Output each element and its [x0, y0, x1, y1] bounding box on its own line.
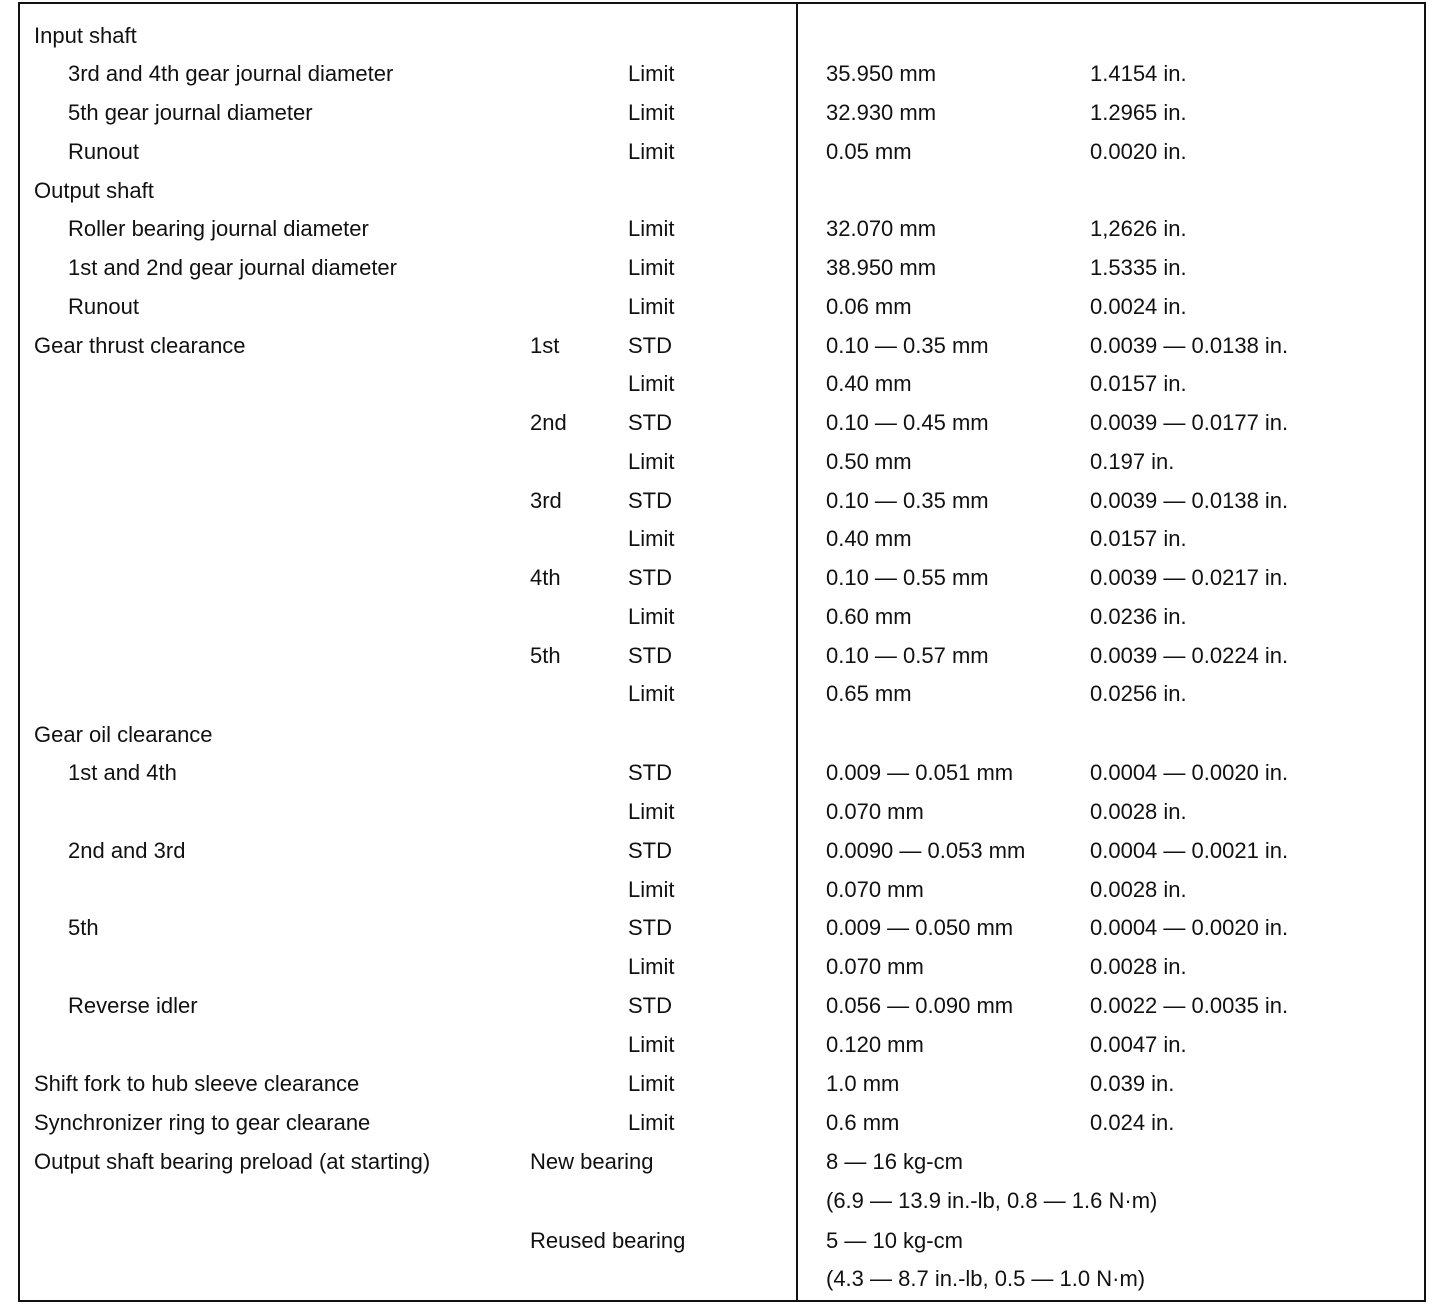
- row-metric-value: 0.10 — 0.35 mm: [826, 488, 989, 513]
- table-row: [0, 989, 1456, 1023]
- row-imperial-value: 1.5335 in.: [1090, 255, 1187, 280]
- row-imperial-value: 0.0024 in.: [1090, 294, 1187, 319]
- row-spec-type: STD: [628, 760, 672, 785]
- row-metric-value: 0.10 — 0.35 mm: [826, 333, 989, 358]
- table-row: [0, 911, 1456, 945]
- row-spec-type: Limit: [628, 1032, 675, 1057]
- row-metric-value: 0.60 mm: [826, 604, 912, 629]
- row-imperial-value: 0.039 in.: [1090, 1071, 1175, 1096]
- row-spec-type: Limit: [628, 877, 675, 902]
- row-imperial-value: 0.0004 — 0.0020 in.: [1090, 915, 1289, 940]
- row-metric-value: 0.05 mm: [826, 139, 912, 164]
- row-label: Output shaft bearing preload (at starting): [34, 1149, 431, 1174]
- row-spec-type: Limit: [628, 954, 675, 979]
- table-row: [0, 212, 1456, 246]
- table-row: [0, 290, 1456, 324]
- row-imperial-value: 0.0039 — 0.0177 in.: [1090, 410, 1289, 435]
- table-row: [0, 1262, 1456, 1296]
- row-metric-value: 0.65 mm: [826, 681, 912, 706]
- row-imperial-value: 0.0039 — 0.0224 in.: [1090, 643, 1289, 668]
- row-spec-type: Limit: [628, 681, 675, 706]
- table-row: [0, 756, 1456, 790]
- row-spec-type: Limit: [628, 216, 675, 241]
- row-spec-type: Limit: [628, 526, 675, 551]
- row-metric-value: 0.40 mm: [826, 526, 912, 551]
- row-label: 3rd and 4th gear journal diameter: [68, 61, 394, 86]
- row-metric-value: 0.10 — 0.57 mm: [826, 643, 989, 668]
- table-row: [0, 522, 1456, 556]
- row-label: Runout: [68, 294, 139, 319]
- row-qualifier: 2nd: [530, 410, 567, 435]
- table-row: [0, 873, 1456, 907]
- row-spec-type: Limit: [628, 604, 675, 629]
- row-spec-type: Limit: [628, 100, 675, 125]
- row-spec-type: Limit: [628, 139, 675, 164]
- table-row: [0, 1145, 1456, 1179]
- row-label: 1st and 4th: [68, 760, 177, 785]
- row-qualifier: 4th: [530, 565, 561, 590]
- row-metric-value: 0.070 mm: [826, 954, 924, 979]
- row-label: 5th gear journal diameter: [68, 100, 313, 125]
- table-row: [0, 484, 1456, 518]
- row-qualifier: 5th: [530, 643, 561, 668]
- table-row: [0, 251, 1456, 285]
- row-metric-value: 0.009 — 0.050 mm: [826, 915, 1014, 940]
- row-imperial-value: 0.0039 — 0.0217 in.: [1090, 565, 1289, 590]
- table-row: [0, 834, 1456, 868]
- row-qualifier: Reused bearing: [530, 1228, 686, 1253]
- row-imperial-value: 0.0236 in.: [1090, 604, 1187, 629]
- row-metric-value: 5 — 10 kg-cm: [826, 1228, 963, 1253]
- row-qualifier: New bearing: [530, 1149, 654, 1174]
- row-imperial-value: 0.0020 in.: [1090, 139, 1187, 164]
- row-metric-value: 0.10 — 0.45 mm: [826, 410, 989, 435]
- row-metric-value: 0.10 — 0.55 mm: [826, 565, 989, 590]
- row-label: Gear thrust clearance: [34, 333, 246, 358]
- row-spec-type: Limit: [628, 449, 675, 474]
- row-spec-type: Limit: [628, 1071, 675, 1096]
- row-spec-type: Limit: [628, 371, 675, 396]
- row-spec-type: Limit: [628, 799, 675, 824]
- row-metric-value: 32.930 mm: [826, 100, 937, 125]
- table-row: [0, 718, 1456, 752]
- row-metric-value: 0.40 mm: [826, 371, 912, 396]
- row-spec-type: STD: [628, 993, 672, 1018]
- table-row: [0, 57, 1456, 91]
- row-imperial-value: 0.0047 in.: [1090, 1032, 1187, 1057]
- row-metric-value: 0.009 — 0.051 mm: [826, 760, 1014, 785]
- row-imperial-value: 0.0157 in.: [1090, 526, 1187, 551]
- table-row: [0, 19, 1456, 53]
- row-imperial-value: 0.0157 in.: [1090, 371, 1187, 396]
- row-spec-type: STD: [628, 333, 672, 358]
- row-metric-value: 8 — 16 kg-cm: [826, 1149, 963, 1174]
- table-row: [0, 174, 1456, 208]
- row-label: 2nd and 3rd: [68, 838, 186, 863]
- row-label: Gear oil clearance: [34, 722, 213, 747]
- row-label: Roller bearing journal diameter: [68, 216, 369, 241]
- row-spec-type: Limit: [628, 294, 675, 319]
- row-metric-value: 1.0 mm: [826, 1071, 900, 1096]
- row-imperial-value: 0.197 in.: [1090, 449, 1175, 474]
- table-row: [0, 950, 1456, 984]
- row-label: Synchronizer ring to gear clearane: [34, 1110, 371, 1135]
- table-row: [0, 677, 1456, 711]
- row-metric-value: 0.50 mm: [826, 449, 912, 474]
- row-imperial-value: 1.2965 in.: [1090, 100, 1187, 125]
- row-spec-type: STD: [628, 410, 672, 435]
- row-metric-value: (6.9 — 13.9 in.-lb, 0.8 — 1.6 N·m): [826, 1188, 1158, 1213]
- row-metric-value: 0.070 mm: [826, 799, 924, 824]
- row-imperial-value: 0.024 in.: [1090, 1110, 1175, 1135]
- row-imperial-value: 0.0039 — 0.0138 in.: [1090, 333, 1289, 358]
- row-imperial-value: 0.0028 in.: [1090, 877, 1187, 902]
- row-spec-type: Limit: [628, 1110, 675, 1135]
- table-row: [0, 135, 1456, 169]
- row-qualifier: 1st: [530, 333, 560, 358]
- table-row: [0, 406, 1456, 440]
- table-row: [0, 1224, 1456, 1258]
- row-spec-type: STD: [628, 565, 672, 590]
- table-row: [0, 1067, 1456, 1101]
- table-row: [0, 445, 1456, 479]
- row-label: Input shaft: [34, 23, 137, 48]
- row-imperial-value: 0.0022 — 0.0035 in.: [1090, 993, 1289, 1018]
- row-label: Runout: [68, 139, 139, 164]
- row-imperial-value: 0.0028 in.: [1090, 954, 1187, 979]
- row-metric-value: (4.3 — 8.7 in.-lb, 0.5 — 1.0 N·m): [826, 1266, 1146, 1291]
- table-row: [0, 1184, 1456, 1218]
- row-label: 1st and 2nd gear journal diameter: [68, 255, 397, 280]
- row-spec-type: Limit: [628, 255, 675, 280]
- row-label: 5th: [68, 915, 99, 940]
- table-row: [0, 1106, 1456, 1140]
- row-spec-type: STD: [628, 488, 672, 513]
- table-row: [0, 1028, 1456, 1062]
- row-metric-value: 32.070 mm: [826, 216, 937, 241]
- table-row: [0, 795, 1456, 829]
- row-spec-type: STD: [628, 838, 672, 863]
- row-label: Output shaft: [34, 178, 154, 203]
- row-spec-type: STD: [628, 915, 672, 940]
- row-imperial-value: 0.0256 in.: [1090, 681, 1187, 706]
- row-metric-value: 0.06 mm: [826, 294, 912, 319]
- table-row: [0, 639, 1456, 673]
- row-metric-value: 38.950 mm: [826, 255, 937, 280]
- row-spec-type: Limit: [628, 61, 675, 86]
- row-metric-value: 0.6 mm: [826, 1110, 900, 1135]
- row-metric-value: 0.070 mm: [826, 877, 924, 902]
- row-metric-value: 0.056 — 0.090 mm: [826, 993, 1014, 1018]
- table-row: [0, 561, 1456, 595]
- row-imperial-value: 1,2626 in.: [1090, 216, 1187, 241]
- table-row: [0, 600, 1456, 634]
- row-imperial-value: 0.0039 — 0.0138 in.: [1090, 488, 1289, 513]
- table-row: [0, 329, 1456, 363]
- row-imperial-value: 0.0004 — 0.0021 in.: [1090, 838, 1289, 863]
- row-spec-type: STD: [628, 643, 672, 668]
- row-metric-value: 0.0090 — 0.053 mm: [826, 838, 1026, 863]
- row-label: Reverse idler: [68, 993, 198, 1018]
- row-imperial-value: 0.0028 in.: [1090, 799, 1187, 824]
- row-qualifier: 3rd: [530, 488, 562, 513]
- table-row: [0, 96, 1456, 130]
- table-row: [0, 367, 1456, 401]
- row-metric-value: 0.120 mm: [826, 1032, 924, 1057]
- row-imperial-value: 0.0004 — 0.0020 in.: [1090, 760, 1289, 785]
- row-label: Shift fork to hub sleeve clearance: [34, 1071, 360, 1096]
- row-imperial-value: 1.4154 in.: [1090, 61, 1187, 86]
- row-metric-value: 35.950 mm: [826, 61, 937, 86]
